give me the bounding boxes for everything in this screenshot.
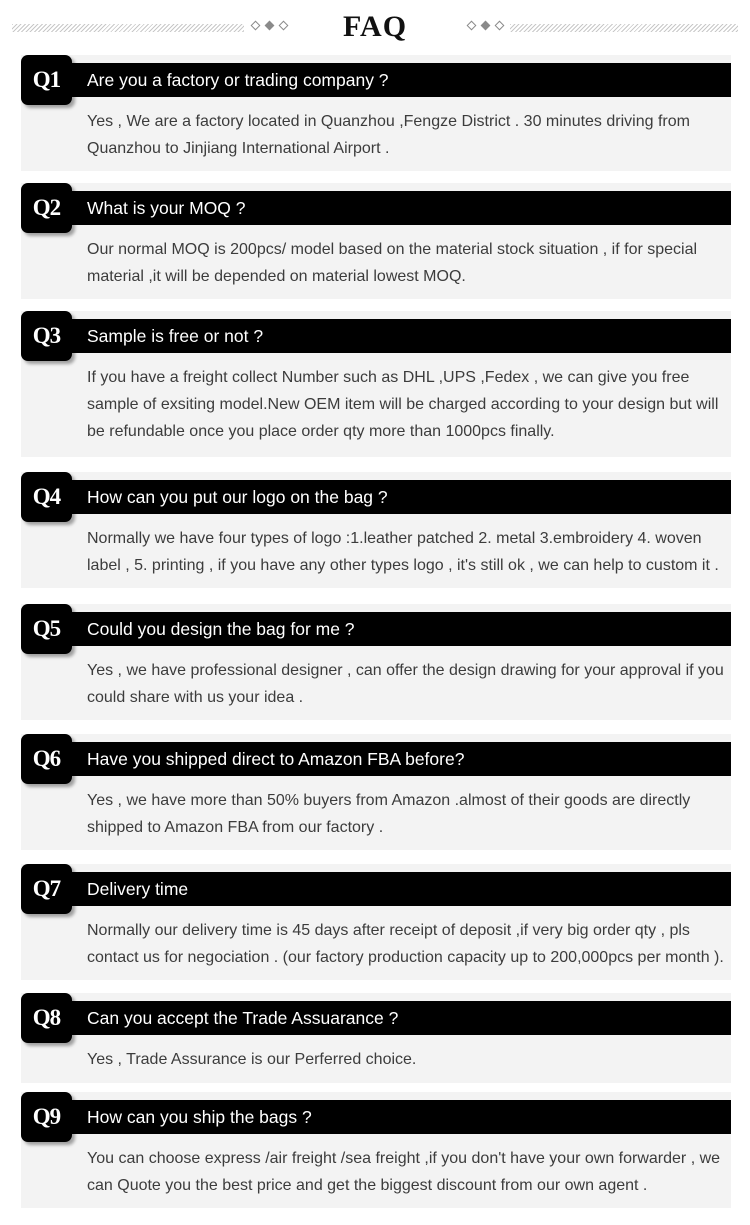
decorative-hatch-right — [510, 24, 738, 32]
question-text: Have you shipped direct to Amazon FBA before? — [87, 749, 465, 769]
answer-text: Yes , we have more than 50% buyers from Amazon .almost of their goods are directly shipped to Amazon FBA from our factory . — [87, 792, 691, 836]
question-badge: Q5 — [21, 604, 72, 654]
question-badge: Q6 — [21, 734, 72, 784]
faq-item-4 — [21, 472, 731, 588]
question-text: Could you design the bag for me ? — [87, 619, 355, 639]
question-text: How can you ship the bags ? — [87, 1107, 312, 1127]
faq-item-6 — [21, 734, 731, 850]
question-badge: Q3 — [21, 311, 72, 361]
answer-text: Yes , we have professional designer , can offer the design drawing for your approval if you could share with us your idea . — [87, 662, 724, 706]
faq-item-1 — [21, 55, 731, 171]
answer-text: If you have a freight collect Number such as DHL ,UPS ,Fedex , we can give you free sample of exsiting model.New OEM item will be charged according to your design but will be refundable once you place order qty more than 1000pcs finally. — [87, 369, 719, 440]
question-text: Are you a factory or trading company ? — [87, 70, 389, 90]
faq-header — [0, 0, 750, 56]
diamond-ornament-left-icon — [250, 20, 289, 31]
faq-item-3 — [21, 311, 731, 457]
decorative-hatch-left — [12, 24, 244, 32]
faq-item-9 — [21, 1092, 731, 1208]
question-text: Delivery time — [87, 879, 189, 899]
answer-text: Yes , We are a factory located in Quanzhou ,Fengze District . 30 minutes driving from Quanzhou to Jinjiang International Airport . — [87, 113, 690, 157]
faq-item-8 — [21, 993, 731, 1083]
answer-text: Normally our delivery time is 45 days after receipt of deposit ,if very big order qty , pls contact us for negociation . (our factory production capacity up to 200,000pcs per month ). — [87, 922, 724, 966]
page-title: FAQ — [342, 10, 408, 43]
answer-text: Our normal MOQ is 200pcs/ model based on the material stock situation , if for special material ,it will be depended on material lowest MOQ. — [87, 241, 698, 285]
answer-text: Normally we have four types of logo :1.leather patched 2. metal 3.embroidery 4. woven label , 5. printing , if you have any other types logo , it's still ok , we can help to custom it . — [87, 530, 719, 574]
diamond-ornament-right-icon — [466, 20, 505, 31]
faq-item-5 — [21, 604, 731, 720]
question-text: How can you put our logo on the bag ? — [87, 487, 388, 507]
question-badge: Q7 — [21, 864, 72, 914]
question-text: Can you accept the Trade Assuarance ? — [87, 1008, 399, 1028]
faq-item-7 — [21, 864, 731, 980]
question-badge: Q9 — [21, 1092, 72, 1142]
question-badge: Q4 — [21, 472, 72, 522]
answer-text: Yes , Trade Assurance is our Perferred choice. — [87, 1051, 417, 1068]
faq-item-2 — [21, 183, 731, 299]
answer-text: You can choose express /air freight /sea freight ,if you don't have your own forwarder , we can Quote you the best price and get the biggest discount from our own agent . — [87, 1150, 721, 1194]
question-badge: Q1 — [21, 55, 72, 105]
question-badge: Q2 — [21, 183, 72, 233]
question-badge: Q8 — [21, 993, 72, 1043]
question-text: What is your MOQ ? — [87, 198, 246, 218]
question-text: Sample is free or not ? — [87, 326, 264, 346]
